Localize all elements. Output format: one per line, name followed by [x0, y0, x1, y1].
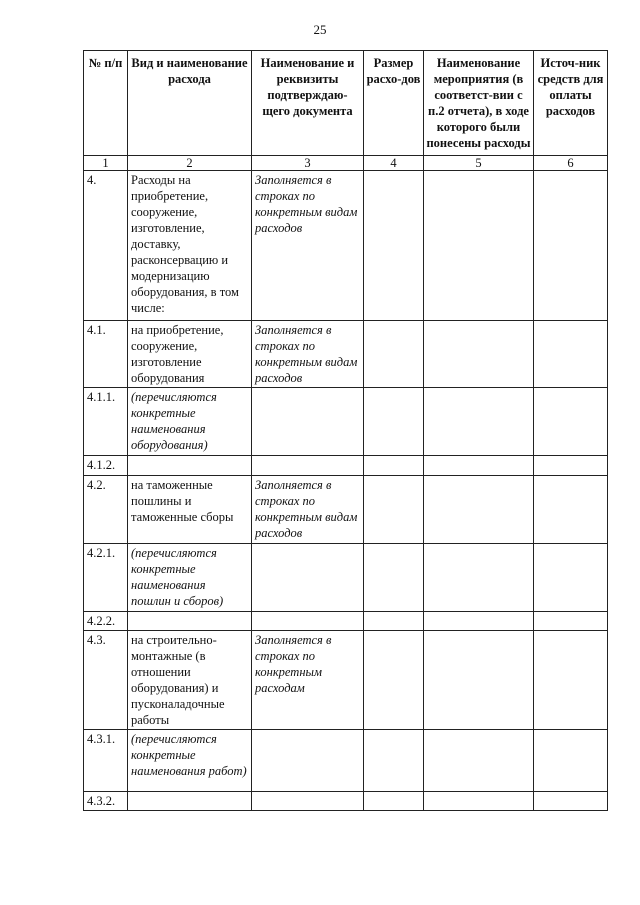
- event-cell: [424, 612, 534, 631]
- expense-name: (перечисляются конкретные наименования пошлин и сборов): [128, 544, 252, 612]
- event-cell: [424, 730, 534, 792]
- row-number: 4.3.1.: [84, 730, 128, 792]
- amount-cell: [364, 792, 424, 811]
- row-number: 4.1.1.: [84, 388, 128, 456]
- amount-cell: [364, 388, 424, 456]
- col-header-number: № п/п: [84, 51, 128, 156]
- amount-cell: [364, 730, 424, 792]
- document-note: [252, 388, 364, 456]
- amount-cell: [364, 171, 424, 321]
- funding-source-cell: [534, 544, 608, 612]
- funding-source-cell: [534, 321, 608, 388]
- table-row: [84, 388, 608, 456]
- page-number: 25: [313, 22, 327, 37]
- col-header-document: Наименование и реквизиты подтверждаю-щего документа: [252, 51, 364, 156]
- table-row: [84, 456, 608, 476]
- funding-source-cell: [534, 456, 608, 476]
- event-cell: [424, 792, 534, 811]
- col-header-expense-type: Вид и наименование расхода: [128, 51, 252, 156]
- col-header-funding-source: Источ-ник средств для оплаты расходов: [534, 51, 608, 156]
- col-number: 3: [252, 156, 364, 171]
- expense-name: на строительно-монтажные (в отношении оборудования) и пусконаладочные работы: [128, 631, 252, 730]
- col-number: 5: [424, 156, 534, 171]
- expense-name: [128, 792, 252, 811]
- expense-name: Расходы на приобретение, сооружение, изготовление, доставку, расконсервацию и модернизацию оборудования, в том числе:: [128, 171, 252, 321]
- event-cell: [424, 544, 534, 612]
- col-number: 4: [364, 156, 424, 171]
- funding-source-cell: [534, 792, 608, 811]
- expense-name: на таможенные пошлины и таможенные сборы: [128, 476, 252, 544]
- funding-source-cell: [534, 171, 608, 321]
- table-row: [84, 792, 608, 811]
- row-number: 4.2.1.: [84, 544, 128, 612]
- col-header-amount: Размер расхо-дов: [364, 51, 424, 156]
- amount-cell: [364, 631, 424, 730]
- amount-cell: [364, 456, 424, 476]
- funding-source-cell: [534, 388, 608, 456]
- funding-source-cell: [534, 612, 608, 631]
- amount-cell: [364, 476, 424, 544]
- row-number: 4.2.: [84, 476, 128, 544]
- document-note: Заполняется в строках по конкретным расходам: [252, 631, 364, 730]
- funding-source-cell: [534, 631, 608, 730]
- table-row: [84, 612, 608, 631]
- amount-cell: [364, 544, 424, 612]
- document-note: [252, 792, 364, 811]
- document-note: [252, 730, 364, 792]
- row-number: 4.3.2.: [84, 792, 128, 811]
- expense-name: (перечисляются конкретные наименования работ): [128, 730, 252, 792]
- document-note: Заполняется в строках по конкретным видам расходов: [252, 321, 364, 388]
- event-cell: [424, 171, 534, 321]
- table-row: [84, 321, 608, 388]
- document-note: [252, 544, 364, 612]
- event-cell: [424, 631, 534, 730]
- col-number: 6: [534, 156, 608, 171]
- document-note: [252, 456, 364, 476]
- row-number: 4.1.2.: [84, 456, 128, 476]
- expense-name: (перечисляются конкретные наименования оборудования): [128, 388, 252, 456]
- event-cell: [424, 388, 534, 456]
- table-row: [84, 631, 608, 730]
- row-number: 4.: [84, 171, 128, 321]
- expense-name: [128, 612, 252, 631]
- expense-name: [128, 456, 252, 476]
- document-note: [252, 612, 364, 631]
- document-note: Заполняется в строках по конкретным видам расходов: [252, 171, 364, 321]
- col-number: 2: [128, 156, 252, 171]
- table-row: [84, 730, 608, 792]
- table-row: [84, 544, 608, 612]
- document-note: Заполняется в строках по конкретным видам расходов: [252, 476, 364, 544]
- column-number-row: [84, 156, 608, 171]
- row-number: 4.1.: [84, 321, 128, 388]
- expense-name: на приобретение, сооружение, изготовление оборудования: [128, 321, 252, 388]
- event-cell: [424, 476, 534, 544]
- amount-cell: [364, 612, 424, 631]
- funding-source-cell: [534, 476, 608, 544]
- funding-source-cell: [534, 730, 608, 792]
- row-number: 4.3.: [84, 631, 128, 730]
- expense-table: [83, 50, 608, 811]
- amount-cell: [364, 321, 424, 388]
- col-number: 1: [84, 156, 128, 171]
- table-row: [84, 476, 608, 544]
- event-cell: [424, 321, 534, 388]
- header-row: [84, 51, 608, 156]
- row-number: 4.2.2.: [84, 612, 128, 631]
- event-cell: [424, 456, 534, 476]
- table-body: [84, 171, 608, 811]
- col-header-event: Наименование мероприятия (в соответст-вии с п.2 отчета), в ходе которого были понесены расходы: [424, 51, 534, 156]
- table-row: [84, 171, 608, 321]
